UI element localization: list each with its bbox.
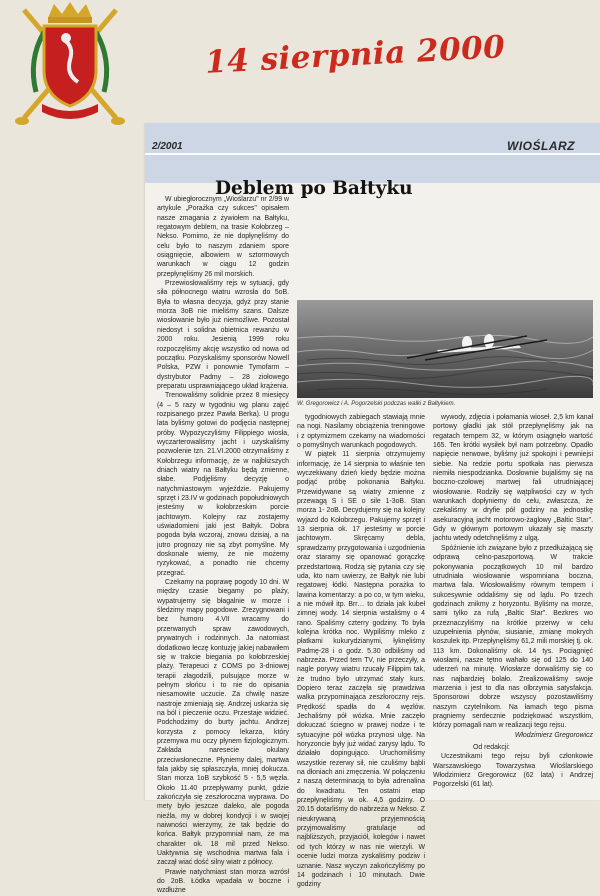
author-signature: Włodzimierz Gregorowicz <box>514 731 593 739</box>
article-column-2 <box>297 413 425 889</box>
magazine-clipping <box>145 123 600 895</box>
editorial-note <box>433 743 593 790</box>
paragraph: W ubiegłorocznym „Wioślarzu" nr 2/99 w artykule „Porażka czy sukces" opisałem nasze zmagania z żywiołem na Bałtyku, regatowym deblem, na trasie Kołobrzeg – Nekso. Pomimo, że nie dopłynęliśmy do celu było to naszym zdaniem spore osiągnięcie, albowiem w sztormowych warunkach w ciągu 12 godzin przepłynęliśmy 26 mil morskich. <box>157 196 289 278</box>
paragraph: tygodniowych zabiegach stawiają mnie na nogi. Nasilamy obciążenia treningowe i z optymizmem czekamy na wiadomości o pomyślnych warunkach pogodowych. <box>297 414 425 450</box>
paragraph: Trenowaliśmy solidnie przez 8 miesięcy (4 – 5 razy w tygodniu wg planu zajęć rozpisanego przez Pawła Berka). U progu lata byliśmy gotowi do podjęcia następnej próby. Wypożyczyliśmy Filippiego wiosła, wyczarterowaliśmy jacht i uzyskaliśmy pozwolenie tzn. 21.VI.2000 otrzymaliśmy z Kołobrzegu informację, że w najbliższych dniach wiatry na Bałtyku będą zmienne, słabe. Podjęliśmy decyzję o natychmiastowym wyjeździe. Pakujemy sprzęt i 23.IV w godzinach popołudniowych jesteśmy w kołobrzeskim porcie jachtowym. Kolejny raz zostajemy uświadomieni jaki jest Bałtyk. Dobra pogoda była wczoraj, znowu dzisiaj, a na jutro prognozy nie są zbyt pomyślne. My doskonale wiemy, że nie możemy ryzykować, a ponadto nie chcemy przegrać. <box>157 392 289 577</box>
paragraph: W piątek 11 sierpnia otrzymujemy informację, że 14 sierpnia to właśnie ten wyczekiwany dzień kiedy będzie można podjąć próbę pokonania Bałtyku. Przewidywane są wiatry zmienne z przewagą S i SE o sile 1-3oB. Stan morza 1- 2oB. Decydujemy się na kolejny wyjazd do Kołobrzegu. Pakujemy sprzęt i 13 sierpnia ok. 17 jesteśmy w porcie jachtowym. Skręcamy debla, sprawdzamy przygotowania i uzgodnienia oraz staramy się opanować gorączkę przedstartową. Rodzą się pytania czy się uda, kto nam uwierzy, że Bałtyk nie lubi regatowej łódki. Następna porażka to lawina komentarzy: a po co, w tym wieku, a nie mówił itp. Brr… to działa jak kubeł zimnej wody. 14 sierpnia wstaliśmy o 4 rano. Spaliśmy czterry godziny. To była kolejna krótka noc. Wypiliśmy mleko z płatkami kukurydzianymi, łyknęliśmy Padmę-28 i o godz. 5.30 odbiliśmy od nabrzeża. Przed tem TV, nie przeczyły, a nagle porywy wiatru rzucały Filippim tak, że trudno było utrzymać stały kurs. Dopiero teraz zaczęła się prawdziwa walka przypominająca zeszłoroczny rejs. Prędkość spadła do 4 węzłów. Jechaliśmy pół wózka. Mnie zaczęło dokuczać ściegno w prawej nodze i te sytuacyjne pół wózka przynosi ulgę. Na horyzoncie były już widać zarysy lądu. To działało dopingująco. Uruchomiliśmy wszystkie rezerwy sił, nie czuliśmy bąbli na dłoniach ani zmęczenia. W połączeniu z naszą determinacją to była adrenalina do kwadratu. Ten ostatni etap przepłynęliśmy w ok. 4,5 godziny. O 20.15 dotarliśmy do nabrzeża w Nekso. Z nieukrywaną przyjemnością przyjmowaliśmy gratulacje od najbliższych, przyjaciół, kolegów i nawet od tych którzy w nas nie wierzyli. W ocenie ludzi morza zyskaliśmy podziw i uznanie. Nasz wyczyn zakończyliśmy po 14 godzinach i 10 minutach. Dwie godziny <box>297 451 425 889</box>
rowing-photo <box>297 300 593 398</box>
article-column-1 <box>157 195 289 895</box>
editorial-body: Uczestnikami tego rejsu byli członkowie Warszawskiego Towarzystwa Wioślarskiego Włodzimierz Gregorowicz (62 lata) i Andrzej Pogorzelski (61 lat). <box>433 753 593 789</box>
editorial-heading: Od redakcji: <box>473 744 510 752</box>
article-title: Deblem po Bałtyku <box>215 178 413 199</box>
issue-number: 2/2001 <box>152 141 183 152</box>
header-rule <box>145 153 600 155</box>
paragraph: Prawie natychmiast stan morza wzrósł do 2oB. Łódka wpadała w boczne i wzdłużne <box>157 868 289 895</box>
paragraph: Przewiosłowaliśmy rejs w sytuacji, gdy siła północnego wiatru wzrosła do 5oB. Była to własna decyzja, gdyż przy stanie morza 3oB nie mieliśmy szans. Dalsze wiosłowanie było już niemożliwe. Pozostał niedosyt i solidna obietnica rewanżu w 2000 roku. Jesienią 1999 roku rozpoczęliśmy akcję wszystko od nowa od początku. Pozyskaliśmy sponsorów Nowell Polska, PZW i ponownie Tymofarm – dystrybutor Padmy – 28 ziołowego preparatu usprawniającego układ krążenia. <box>157 280 289 390</box>
paragraph: wywody, zdjęcia i połamania wioseł. 2,5 km kanał portowy gładki jak stół przepłynęliśmy jak na regatach tempem 32, w którym osiągnęło wartość 165. Ten krótki wysiłek był nam potrzebny. Opadło napięcie nerwowe, byliśmy już spokojni i pewniejsi siebie. Na redzie portu spotkała nas pierwsza niemiła niespodzianka. Dosłownie bujaliśmy się na boczno-czołowej martwej fali utrudniającej wiosłowanie. Rodziły się wątpliwości czy w tych warunkach dopłyniemy do celu, zwłaszcza, że czekaliśmy w dryfie pół godziny na jednostkę asekuracyjną jacht motorowo-żaglowy „Baltic Star". Gdy w głównym portowym ukazały się maszty jachtu wtedy odetchnęliśmy z ulgą. <box>433 414 593 543</box>
club-emblem <box>14 0 126 128</box>
magazine-name: WIOŚLARZ <box>507 139 575 153</box>
photo-caption: W. Gregorowicz i A. Pogorzelski podczas walki z Bałtykiem. <box>297 401 456 407</box>
paragraph: Spóźnienie ich związane było z przedłużającą się odprawą celno-paszportową. W trakcie pokonywania początkowych 10 mil bardzo utrudniała wiosłowanie wspomniana boczna, martwa fala. Wiosłowaliśmy równym tempem i sukcesywnie oddaliśmy się od lądu. Po trzech godzinach znikmy z horyzontu. Byliśmy na morze, sami tylko za rufą „Baltic Star". Bezkres wo przeznaczyliśmy na krótkie przerwy w celu uzupełnienia płynów, siusianie, zmianę mokrych koszulek itp. Przepłynęliśmy 61,2 mili morskiej tj. ok. 113 km. Dokonaliśmy ok. 14 tys. Pociągnięć wiosłami, nasze tętno wahało się od 125 do 140 uderzeń na minutę. Wiosłarze dorwaliśmy się co nas najbardziej bolało. Zrealizowaliśmy swoje marzenia i jest to dla nas olbrzymia satysfakcja. Sponsorowi dobrze wszyscy pozostawiliśmy naszym czytelnikom. Na łamach tego pisma pragniemy serdecznie podziękować wszystkim, którzy pomagali nam w realizacji tego rejsu. <box>433 544 593 730</box>
magazine-header <box>145 123 600 183</box>
handwritten-date: 14 sierpnia 2000 <box>204 29 507 81</box>
paragraph: Czekamy na poprawę pogody 10 dni. W między czasie biegamy po plaży, wypatrujemy się błagalnie w morze i śledzimy mapy pogodowe. Zrezygnowani i bez humoru 4.VII wracamy do przerwanych spraw zawodowych, prywatnych i rodzinnych. Ja natomiast dodatkowo łeczę kontuzję jakiej nabawiłem się w trakcie biegania po kołobrzeskiej plaży. Terapeuci z COMS po 3-dniowej terapii złagodzili, pulsujące morze w pełnym słońcu i to nie do opisania niesamowite uczucie. Za chwilę nasze nastroje zmieniają się. Andrzej uskarża się na ból i pieczenie oczu. Przestaje widzieć. Podchodzimy do burty jachtu. Andrzej korzysta z pomocy lekarza, który przemywa mu oczy płynem fizjologicznym. Zakłada naresecie okulary przeciwsłoneczne. Płyniemy dalej, martwa fala jakby się spłaszczyła, mniej dokucza. Stan morza 1oB szybkość 5 - 5,5 węzła. Około 11.40 przepływamy punkt, gdzie zakończyła się zeszłoroczna wyprawa. Do mety było jeszcze daleko, ale pogoda nieźla, my w dobrej kondycji i w swojej naiwności wierzymy, że tak będzie do końca. Bałtyk przypomniał nam, że ma charakter ok. 18 mil przed Nekso. Uaktywnia się wschodnia martwa fala i zaczął wiać dość silny wiatr z północy. <box>157 579 289 867</box>
article-column-3 <box>433 413 593 798</box>
